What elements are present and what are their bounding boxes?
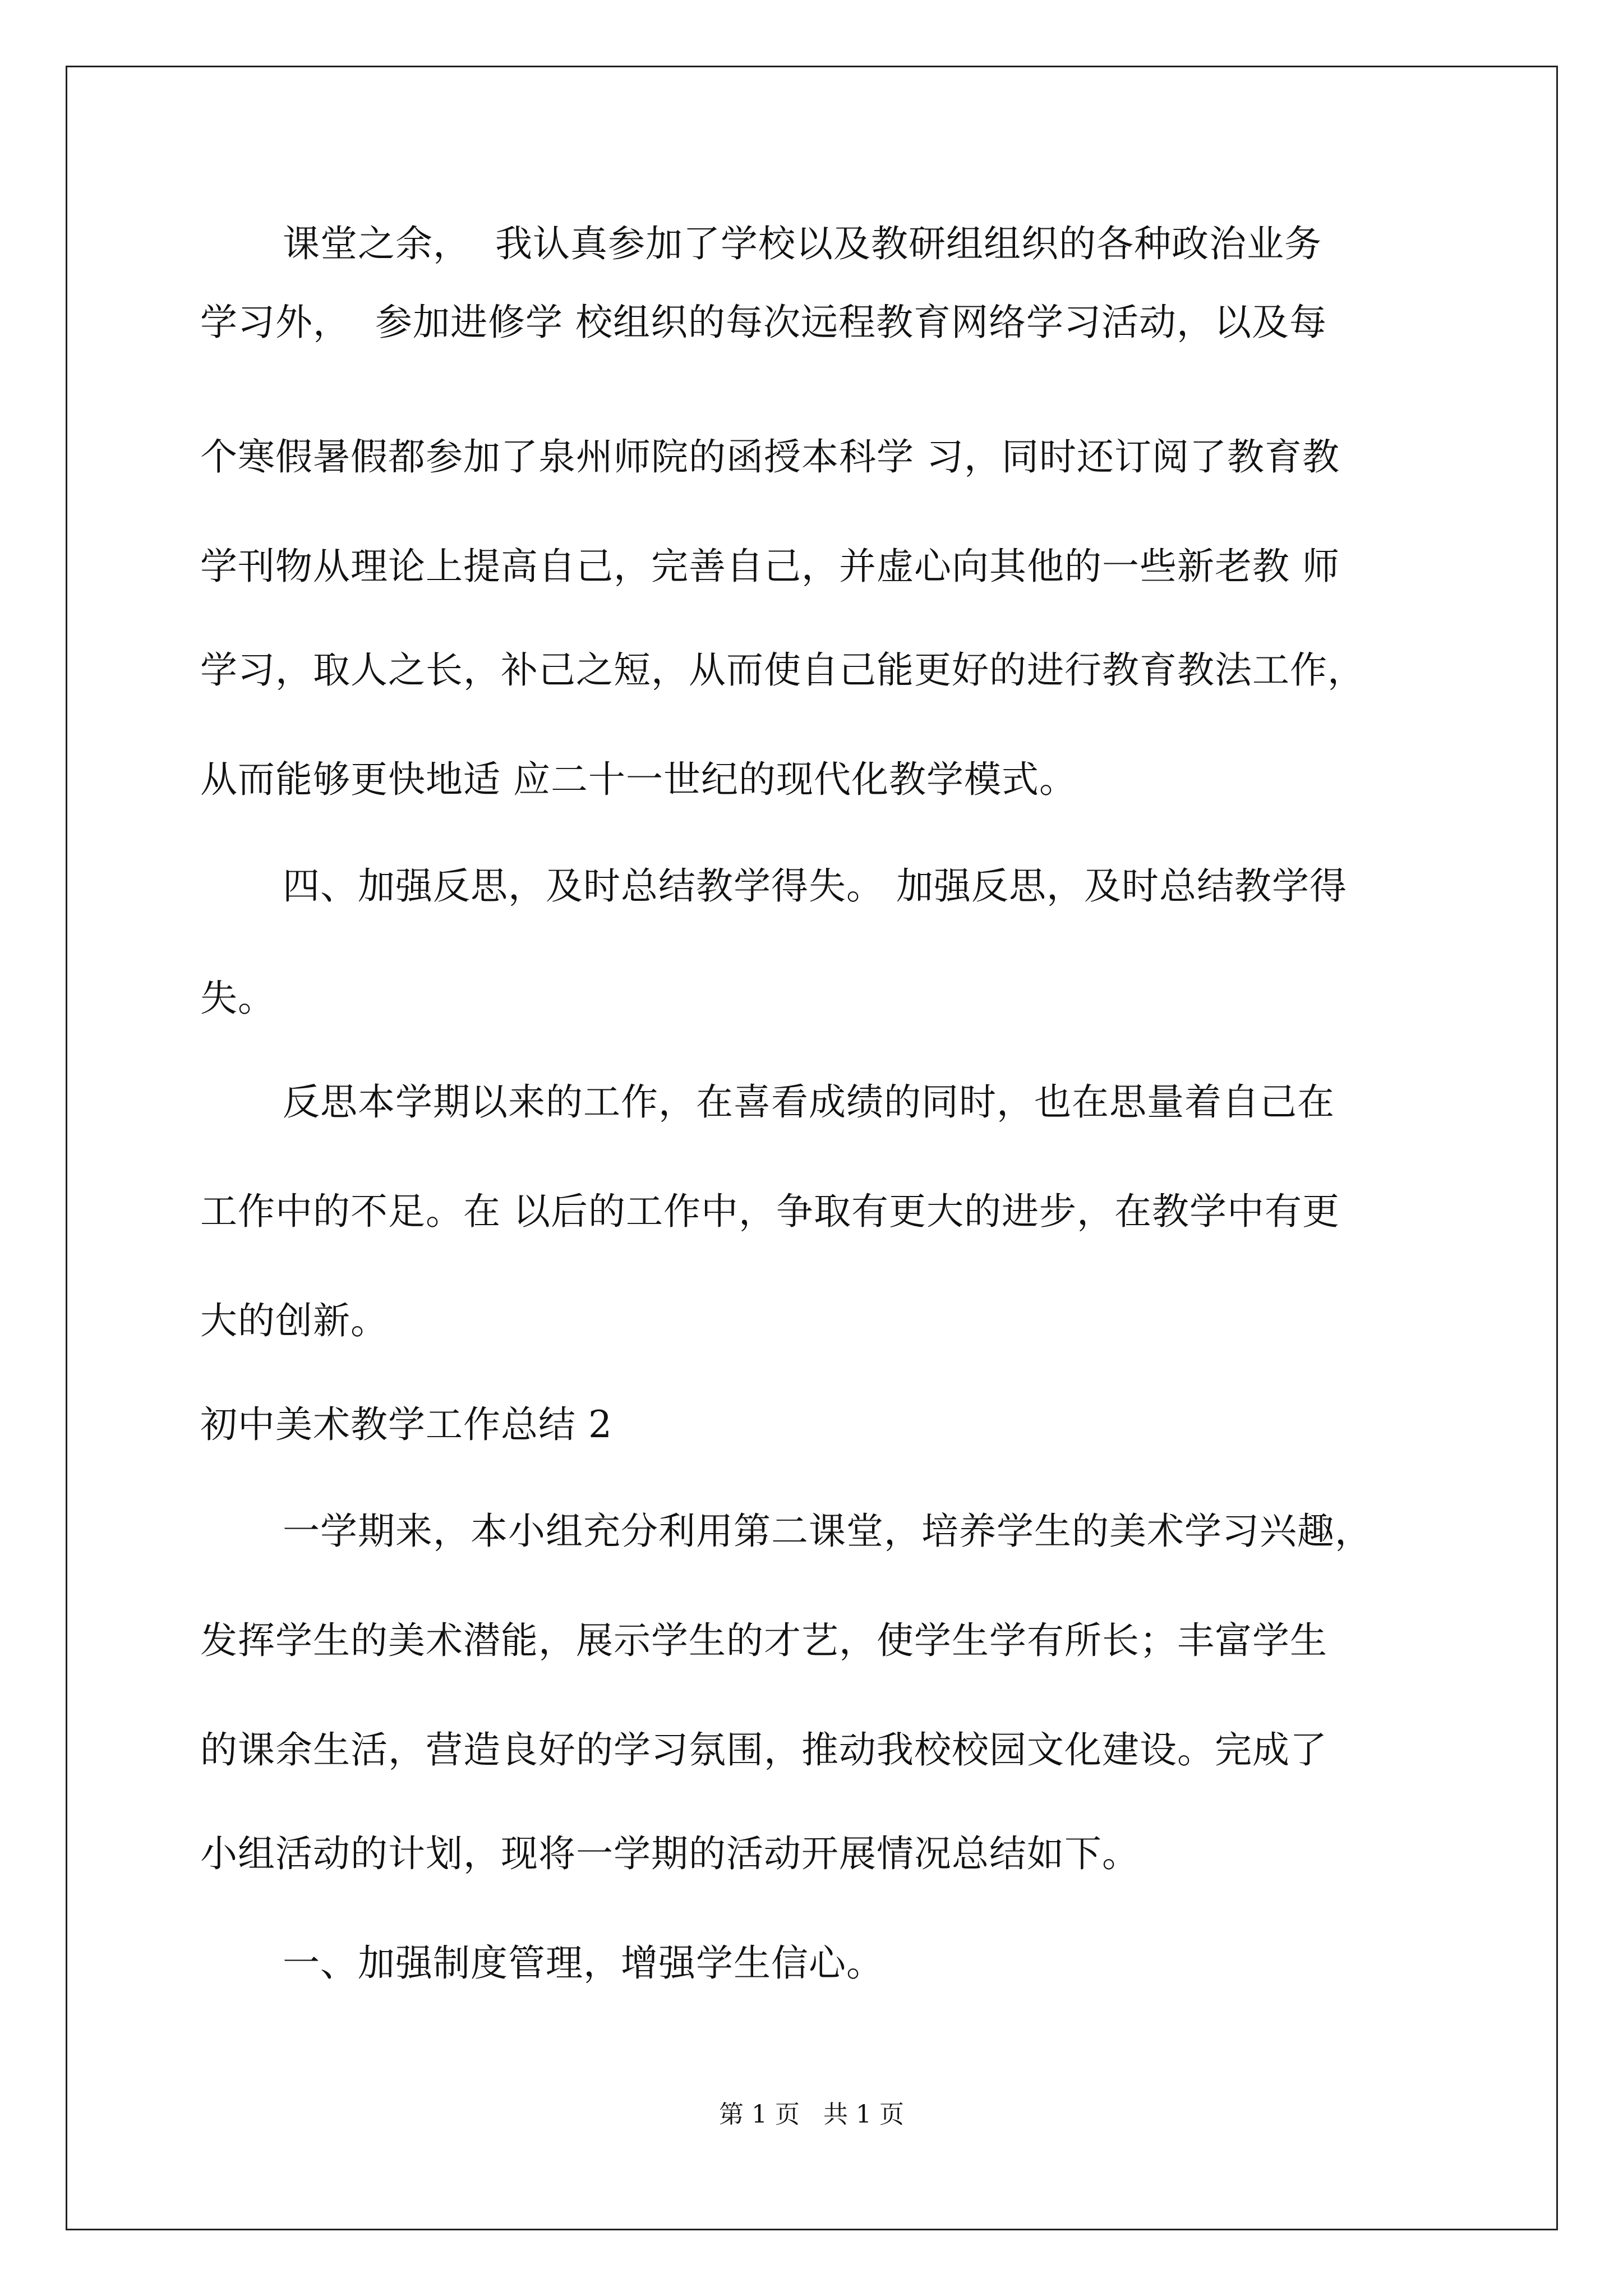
page-number-footer: 第 1 页 共 1 页 [719, 2100, 904, 2129]
paragraph-line: 从而能够更快地适 应二十一世纪的现代化教学模式。 [200, 758, 1077, 801]
paragraph-line: 一学期来，本小组充分利用第二课堂，培养学生的美术学习兴趣， [283, 1510, 1372, 1553]
paragraph-line: 大的创新。 [200, 1299, 388, 1342]
paragraph-line: 小组活动的计划，现将一学期的活动开展情况总结如下。 [200, 1832, 1140, 1875]
paragraph-line: 一、加强制度管理，增强学生信心。 [283, 1941, 884, 1985]
paragraph-line: 工作中的不足。在 以后的工作中，争取有更大的进步，在教学中有更 [200, 1190, 1340, 1233]
page-border [66, 66, 1558, 2230]
paragraph-line: 四、加强反思，及时总结教学得失。 加强反思，及时总结教学得 [283, 864, 1347, 908]
paragraph-line: 失。 [200, 977, 275, 1020]
section-heading: 初中美术教学工作总结 2 [200, 1403, 612, 1446]
paragraph-line: 学习外， 参加进修学 校组织的每次远程教育网络学习活动，以及每 [200, 301, 1327, 344]
paragraph-line: 学习，取人之长，补己之短，从而使自己能更好的进行教育教法工作， [200, 648, 1365, 692]
paragraph-line: 学刊物从理论上提高自己，完善自己，并虚心向其他的一些新老教 师 [200, 545, 1340, 588]
paragraph-line: 个寒假暑假都参加了泉州师院的函授本科学 习，同时还订阅了教育教 [200, 435, 1340, 478]
paragraph-line: 的课余生活，营造良好的学习氛围，推动我校校园文化建设。完成了 [200, 1728, 1327, 1772]
paragraph-line: 课堂之余， 我认真参加了学校以及教研组组织的各种政治业务 [283, 222, 1322, 265]
paragraph-line: 反思本学期以来的工作，在喜看成绩的同时，也在思量着自己在 [283, 1080, 1335, 1124]
paragraph-line: 发挥学生的美术潜能，展示学生的才艺，使学生学有所长；丰富学生 [200, 1619, 1327, 1662]
